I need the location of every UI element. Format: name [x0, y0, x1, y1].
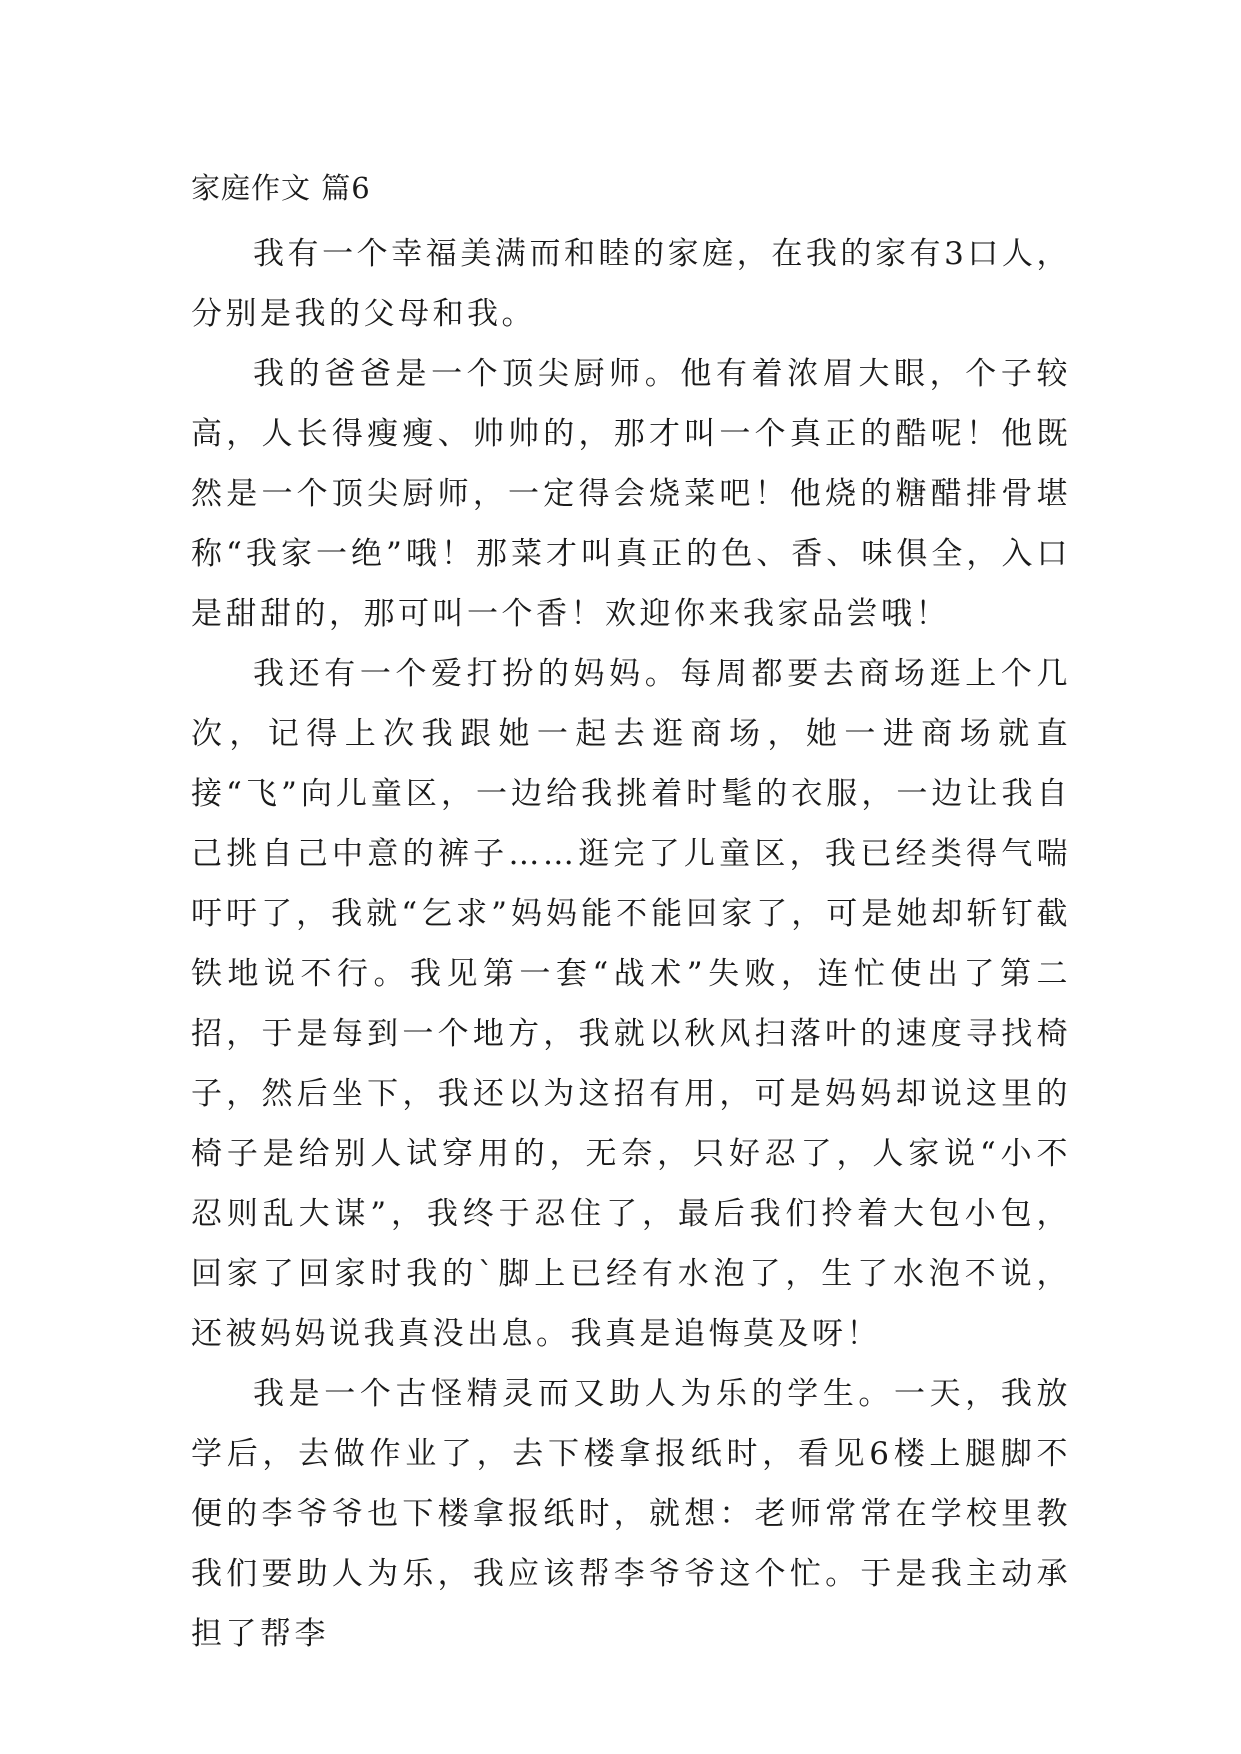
- document-body: [191, 160, 1071, 1664]
- document-title: 家庭作文 篇6: [191, 171, 371, 205]
- paragraph-4: 我是一个古怪精灵而又助人为乐的学生。一天，我放学后，去做作业了，去下楼拿报纸时，看见6楼上腿脚不便的李爷爷也下楼拿报纸时，就想：老师常常在学校里教我们要助人为乐，我应该帮李爷爷这个忙。于是我主动承担了帮李: [191, 1376, 1071, 1652]
- paragraph-3: 我还有一个爱打扮的妈妈。每周都要去商场逛上个几次，记得上次我跟她一起去逛商场，她一进商场就直接“飞”向儿童区，一边给我挑着时髦的衣服，一边让我自己挑自己中意的裤子……逛完了儿童区，我已经类得气喘吁吁了，我就“乞求”妈妈能不能回家了，可是她却斩钉截铁地说不行。我见第一套“战术”失败，连忙使出了第二招，于是每到一个地方，我就以秋风扫落叶的速度寻找椅子，然后坐下，我还以为这招有用，可是妈妈却说这里的椅子是给别人试穿用的，无奈，只好忍了，人家说“小不忍则乱大谋”，我终于忍住了，最后我们拎着大包小包，回家了回家时我的`脚上已经有水泡了，生了水泡不说，还被妈妈说我真没出息。我真是追悔莫及呀！: [191, 656, 1071, 1352]
- paragraph-1: 我有一个幸福美满而和睦的家庭，在我的家有3口人，分别是我的父母和我。: [191, 236, 1071, 332]
- paragraph-2: 我的爸爸是一个顶尖厨师。他有着浓眉大眼，个子较高，人长得瘦瘦、帅帅的，那才叫一个真正的酷呢！他既然是一个顶尖厨师，一定得会烧菜吧！他烧的糖醋排骨堪称“我家一绝”哦！那菜才叫真正的色、香、味俱全，入口是甜甜的，那可叫一个香！欢迎你来我家品尝哦！: [191, 356, 1071, 632]
